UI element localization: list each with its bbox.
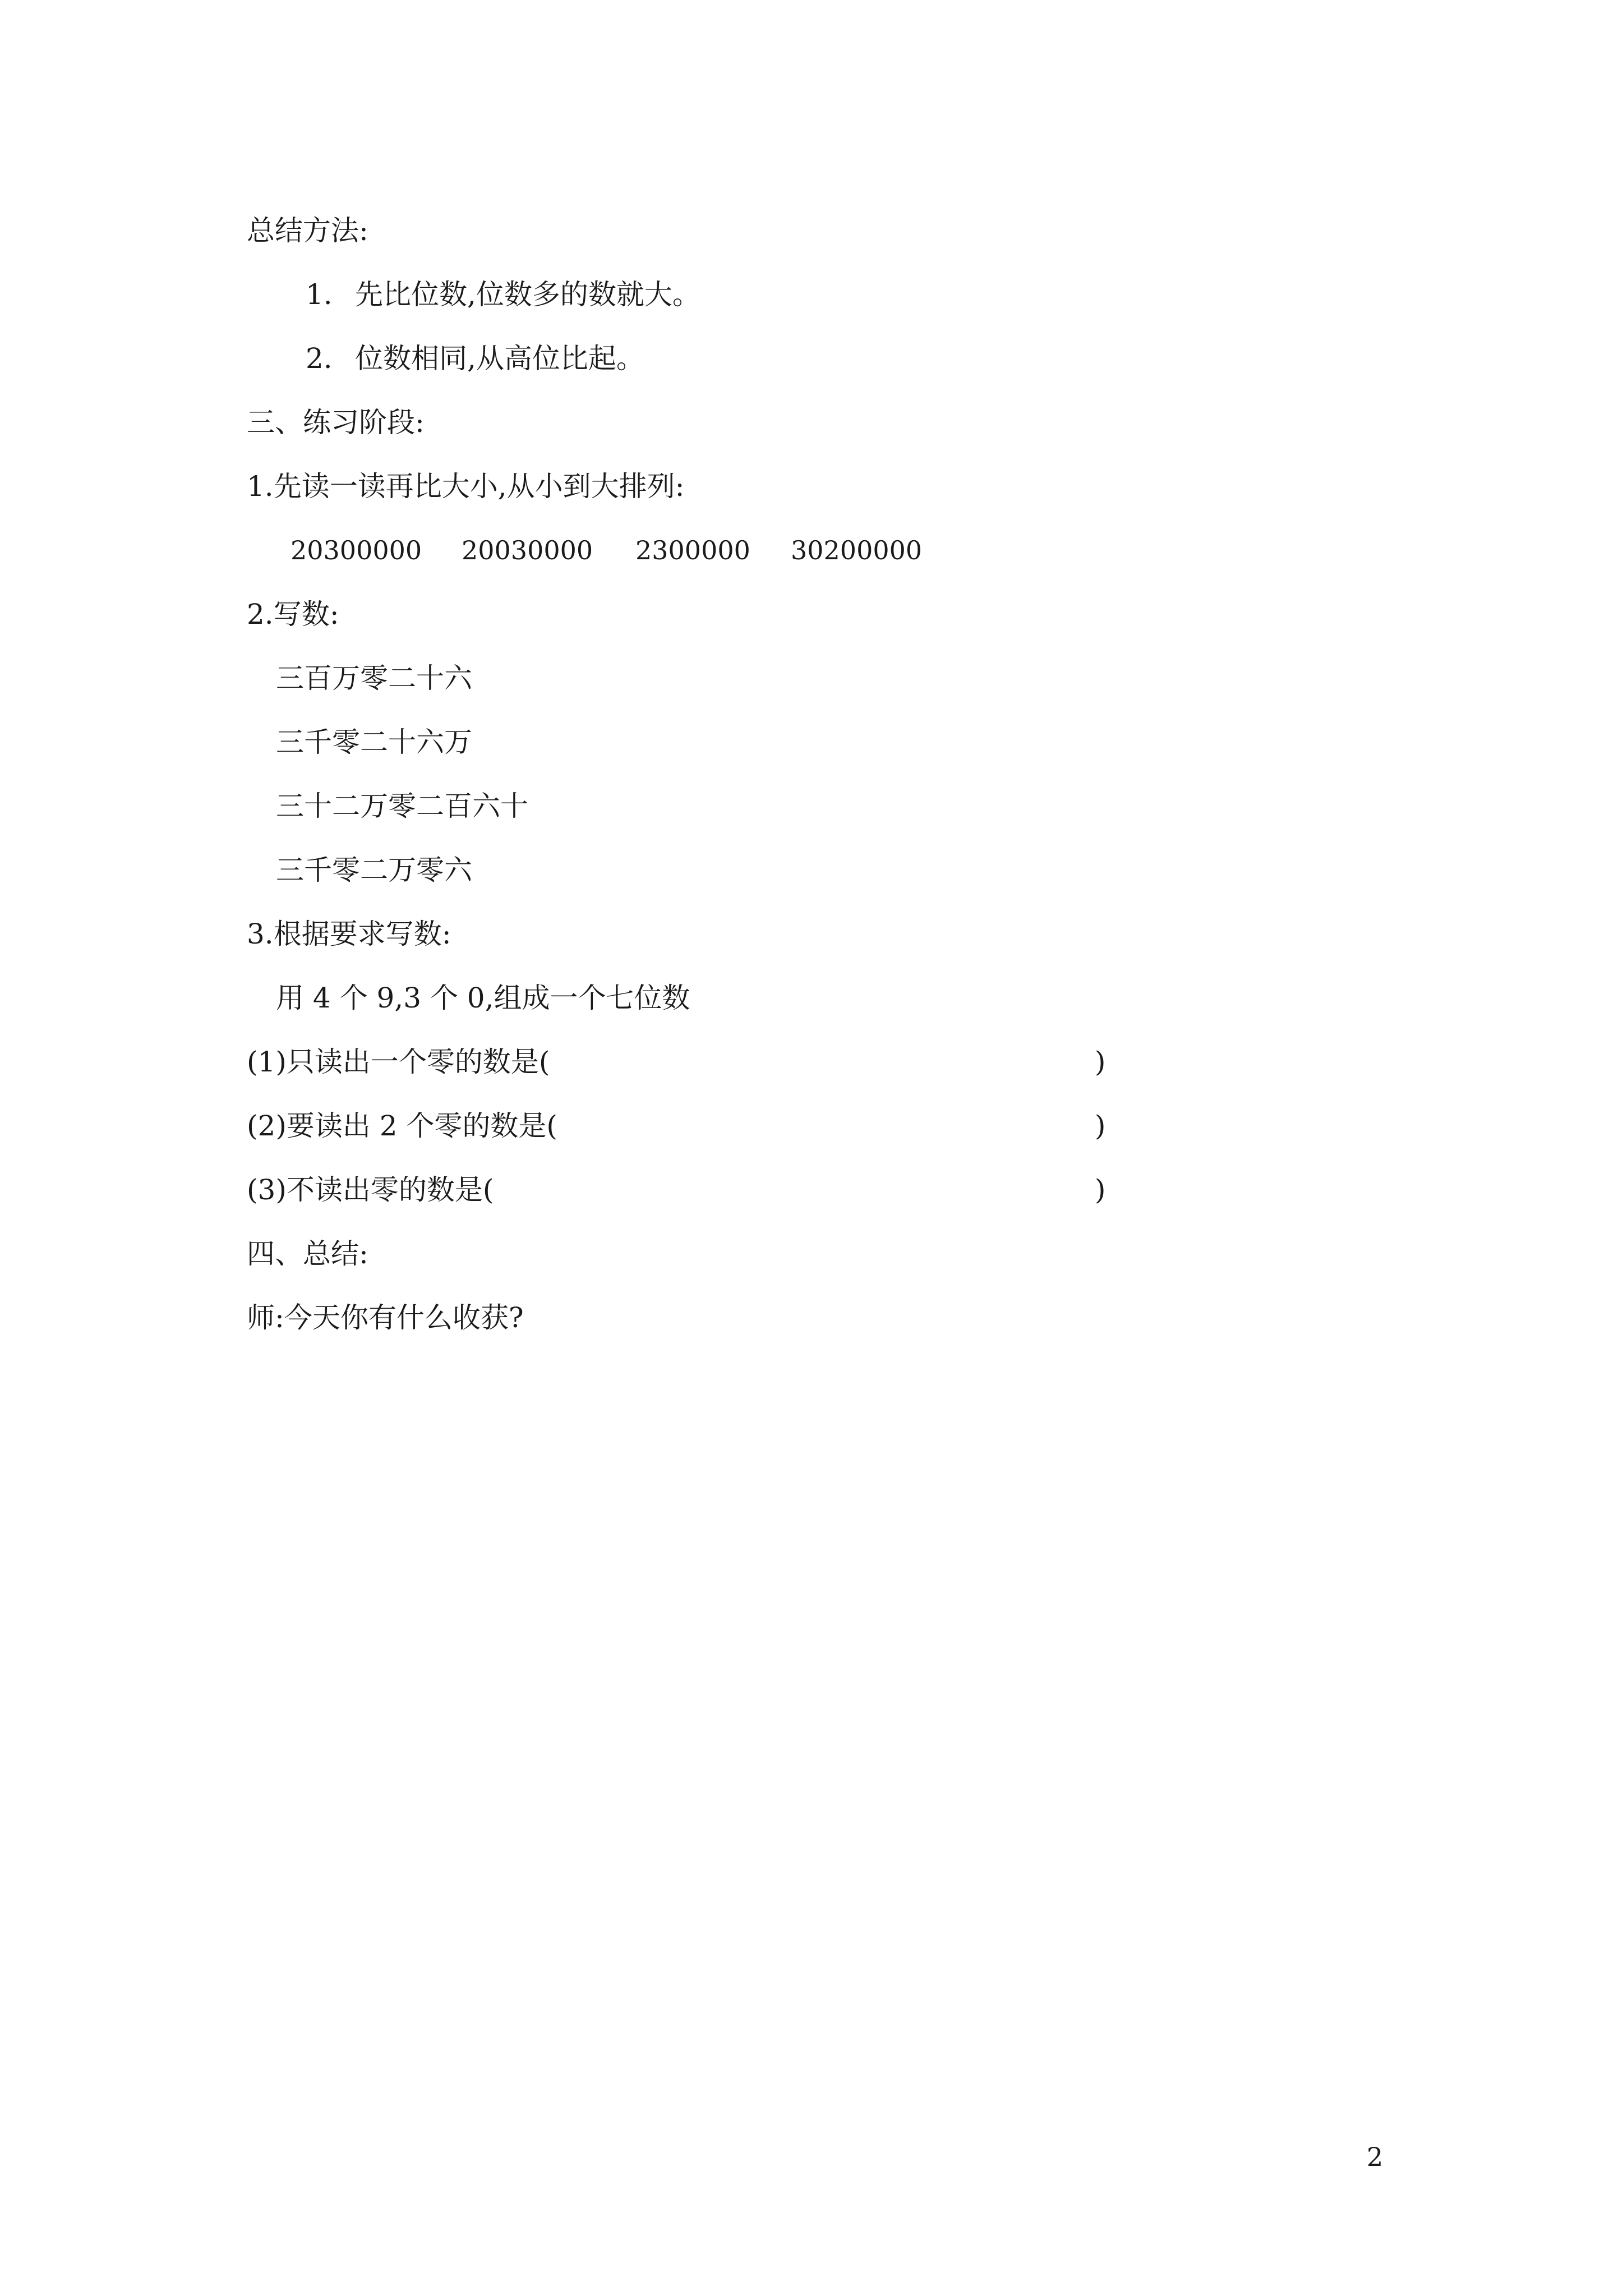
method-number: 1. (306, 278, 333, 311)
summary-heading: 总结方法: (247, 214, 368, 247)
method-text: 先比位数,位数多的数就大。 (355, 278, 700, 311)
q3-part-text: (2)要读出 2 个零的数是( (247, 1110, 557, 1142)
page-number: 2 (1367, 2142, 1384, 2172)
practice-heading: 三、练习阶段: (247, 406, 425, 439)
number-item: 30200000 (791, 535, 923, 565)
write-number-item: 三十二万零二百六十 (276, 790, 528, 822)
number-item: 20300000 (291, 535, 422, 565)
write-number-item: 三千零二万零六 (276, 854, 472, 886)
answer-blank-close: ) (1095, 1046, 1106, 1078)
q3-prompt: 3.根据要求写数: (247, 918, 451, 950)
q3-part-text: (1)只读出一个零的数是( (247, 1046, 550, 1078)
write-number-item: 三百万零二十六 (276, 662, 472, 694)
number-item: 2300000 (635, 535, 750, 565)
method-text: 位数相同,从高位比起。 (355, 342, 644, 375)
answer-blank-close: ) (1095, 1174, 1106, 1206)
conclusion-heading: 四、总结: (247, 1237, 368, 1270)
q2-prompt: 2.写数: (247, 598, 339, 631)
q1-prompt: 1.先读一读再比大小,从小到大排列: (247, 470, 685, 503)
method-number: 2. (306, 342, 333, 375)
answer-blank-close: ) (1095, 1110, 1106, 1142)
write-number-item: 三千零二十六万 (276, 726, 472, 758)
q3-condition: 用 4 个 9,3 个 0,组成一个七位数 (276, 982, 690, 1014)
teacher-question: 师:今天你有什么收获? (247, 1301, 524, 1334)
q3-part-text: (3)不读出零的数是( (247, 1174, 494, 1206)
number-item: 20030000 (462, 535, 593, 565)
